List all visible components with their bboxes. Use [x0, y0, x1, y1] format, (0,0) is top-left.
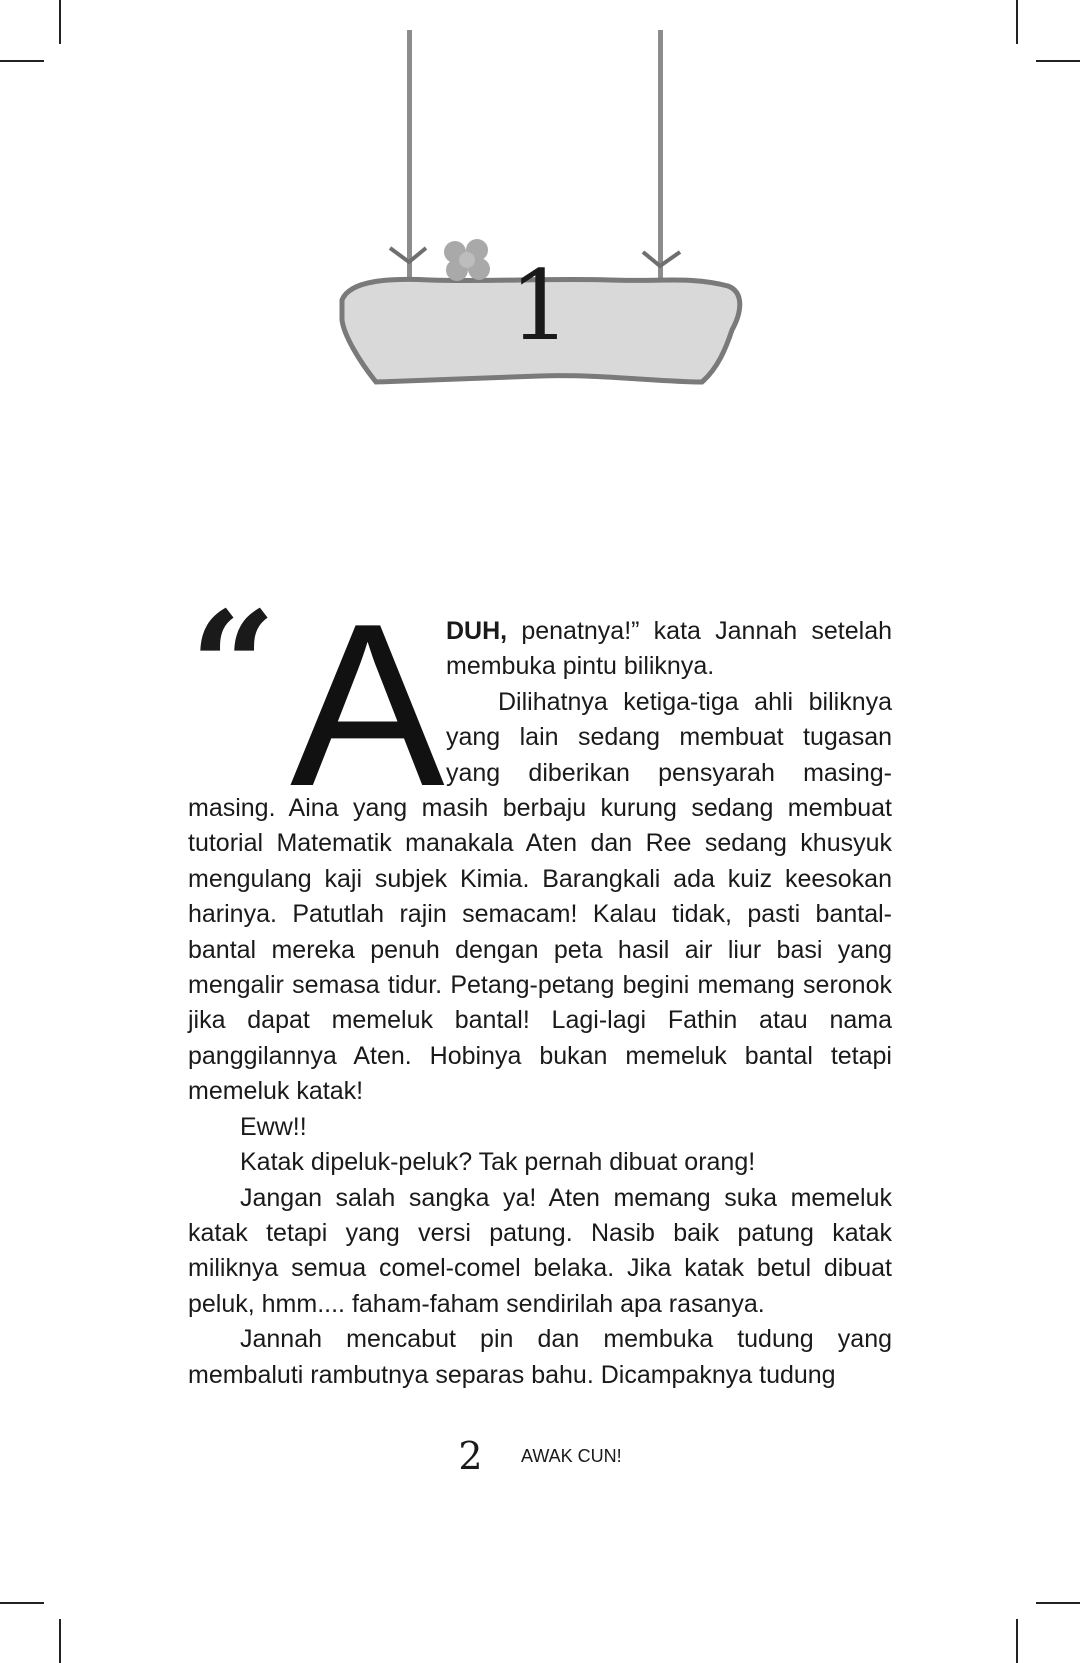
crop-mark-top-left-vertical [59, 0, 61, 44]
crop-mark-bottom-left-horizontal [0, 1602, 44, 1604]
crop-mark-bottom-right-vertical [1016, 1619, 1018, 1663]
paragraph-5: Jangan salah sangka ya! Aten memang suka memeluk katak tetapi yang versi patung. Nasib baik patung katak miliknya semua comel-comel belaka. Jika katak betul dibuat peluk, hmm.... faham-faham sendirilah apa rasanya. [188, 1183, 892, 1318]
page-footer [0, 1434, 1080, 1478]
paragraph-1-text: penatnya!” kata Jannah setelah membuka pintu biliknya. [446, 617, 892, 681]
paragraph-2: Dilihatnya ketiga-tiga ahli biliknya yang lain sedang membuat tugasan yang diberikan pensyarah masing-masing. Aina yang masih berbaju kurung sedang membuat tutorial Matematik manakala Aten dan Ree sedang khusyuk mengulang kaji subjek Kimia. Barangkali ada kuiz keesokan harinya. Patutlah rajin semacam! Kalau tidak, pasti bantal-bantal mereka penuh dengan peta hasil air liur basi yang mengalir semasa tidur. Petang-petang begini memang seronok jika dapat memeluk bantal! Lagi-lagi Fathin atau nama panggilannya Aten. Hobinya bukan memeluk bantal tetapi memeluk katak! [188, 687, 892, 1106]
drop-cap-letter: A [290, 576, 445, 835]
chapter-number: 1 [509, 250, 571, 362]
paragraph-6: Jannah mencabut pin dan membuka tudung yang membaluti rambutnya separas bahu. Dicampaknya tudung [188, 1325, 892, 1389]
drop-cap-spacer [188, 614, 446, 790]
crop-mark-top-left-horizontal [0, 60, 44, 62]
opening-quote-mark: “ [190, 579, 277, 755]
crop-mark-top-right-vertical [1016, 0, 1018, 44]
paragraph-3: Eww!! [240, 1112, 307, 1141]
page-number: 2 [458, 1434, 483, 1478]
crop-mark-top-right-horizontal [1036, 60, 1080, 62]
crop-mark-bottom-left-vertical [59, 1619, 61, 1663]
paragraph-4: Katak dipeluk-peluk? Tak pernah dibuat orang! [240, 1148, 756, 1177]
chapter-body-text [188, 614, 892, 1393]
paragraph-1-lead: DUH, [446, 617, 508, 645]
book-title: AWAK CUN! [520, 1445, 622, 1466]
crop-mark-bottom-right-horizontal [1036, 1602, 1080, 1604]
